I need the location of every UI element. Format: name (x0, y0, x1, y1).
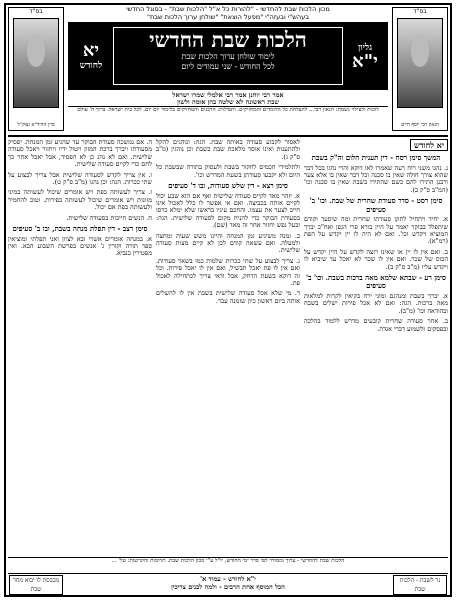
section-title: סימן רע - שבתא שלמא מאה ברכות בשבת. וכו' ב' סעיפים (306, 272, 446, 291)
paragraph: ב. ואם אין לו יין או שאינו רוצה לקדש על היין יקדש על הכוס של שכר. ואם אין לו שכר לא יאכל עד שיביא לו ויקדש עליו (מ"ב ס"ק ב). (304, 247, 448, 271)
paragraph: ה. אם נמשכה סעודת הבוקר עד שהגיע זמן המנחה. יפסיק מסעודתו ויברך ברכת המזון ויטול ידיו ויחזור ויאכל סעודה שלישית. ואם לא נהג כן לא הפסיד, אבל יאכל אחר כך לחם כדי לקיים סעודה שלישית. (8, 139, 152, 169)
title-band (68, 22, 388, 90)
left-portrait-caption: מרן החיד"א זצוק"ל (17, 122, 55, 128)
issue-day-label: לחודש (79, 60, 103, 71)
column-right (304, 139, 448, 559)
title-center (113, 27, 343, 85)
paragraph: א. יזהר מאד לקיים סעודה שלישית ואף אם הוא שבע יכול לקיים אותה בכביצה. ואם אי אפשר לו כלל לאכול אינו חייב לצער את עצמו. והחכם עיניו בראשו שלא ימלא כרסו בסעודת הבוקר כדי להניח מקום לסעודה שלישית. הגה: ובעל נפש יחזור אחר זה מאד (שם). (156, 191, 300, 230)
footer (8, 573, 448, 596)
header-top-line-1: מכון הלכות שבת להחדשי - "להורות כל א"ל "הלכות שבת" - בסוגל החדשי (126, 5, 330, 13)
day-box-label: יא לחודש (410, 139, 448, 151)
left-side-panel (8, 7, 64, 131)
header-top-line-2: בעהש"י ובעזה"י "מפעל הוצאת" "שולחן ערוך הלכות שבת" (147, 13, 309, 21)
footer-page-label: י"א לחודש - עמוד א' (200, 575, 256, 583)
title-subtitle-1: לימוד שולחן ערוך הלכות שבת (181, 52, 275, 61)
content-columns (8, 135, 448, 559)
footer-notes: הלכות שבת להחדשי - ערוך ומסודר לפי סדר ימי החודש, יו"ל ע"י מכון הלכות שבת. תרומות והקדשות: טל' ... (8, 557, 448, 574)
header-quote-1: אמר רבי יוחנן אמר רבי אלמלי שמרו ישראל (172, 91, 284, 99)
dedication-text: לזכות ולעילוי נשמת: הגאון רבי... להצלחת כל הלומדים והמחזיקים. ותפילות: הרבנים והמחזיקים בלימוד יום יום. לכל בית ישראל. ברוך ה' עולם (68, 106, 388, 133)
footer-left-logo: מכבסת לו יבוא מחר שבת (9, 575, 63, 595)
column-middle (156, 139, 300, 559)
issue-number-box (345, 23, 385, 89)
paragraph: א. במנחה אומרים אשרי ובא לציון ואני תפלתי ומוציאין ספר תורה וקורין ג' אנשים בפרשת השבוע הבא. ואין מפטירין בנביא. (8, 234, 152, 258)
right-portrait-caption: הגאון רבי יוסף חיים (401, 122, 439, 128)
issue-label: גליון (357, 42, 373, 53)
paragraph: ז. צריך לעשותה בפת ויש אומרים שיכול לעשותה במיני מזונות ויש אומרים שיכול לעשותה בפירות. וטוב להחמיר ולעשותה בפת אם יכול. (8, 188, 152, 212)
footer-slogan: הכל המוסף אחת הרבים - ולמה לבנים צריכין (171, 583, 285, 591)
paragraph: ג. צריך לבצוע על שתי ככרות שלמות כמו בשאר סעודות. ואם אין לו פת יאכל תבשיל, ואם אין לו יאכל פירות. וכל זה דוקא בשעת הדחק, אבל ודאי צריך לכתחילה לאכול פת. (156, 256, 300, 287)
paragraph: ד. מי שלא אכל סעודה שלישית בשבת אין לו להשלים אותה ביום ראשון כיון שזמנה עבר. (156, 289, 300, 305)
footer-center (68, 575, 388, 595)
right-side-panel (392, 7, 448, 131)
paragraph: לאסור לקבוע סעודה באותה שבת. הגה: ונוהגים להקל ולהתענות ואינו אוסר מלאכת שבת בשבת וכן נוהגין (מ"ב ס"ק ג). (156, 139, 300, 161)
paragraph: ג. נהגו משני רוח רעה שאמרו לאו דוקא והרי נהגו בכל דבר שהוא צורך חולה שאין בו סכנה וכל דבר שאין בו אלא צער ורבנן התירו להם כשם שהתירו בשבת שאין בו סכנה וכו' (המ"ב ס"ק ב). (304, 163, 448, 194)
section-title: סימן רסט - סדר סעודת שחרית של שבת. וכו' ב' סעיפים (309, 196, 443, 214)
header-quote-2: שבת ראשונה לא שלטה בהן אומה ולשון (177, 98, 279, 106)
left-portrait (13, 18, 59, 108)
paragraph: ו. אין צריך לקדש לסעודה שלישית אבל צריך לבצוע על שתי ככרות. הגה: וכן נהגו (מ"ב ס"ק ט). (8, 170, 152, 187)
page-title: הלכות שבת החדשי (149, 27, 307, 52)
paragraph: ולתלמידי חכמים לחקור בשבת ולעסוק בתורה שבשבת כל היום ולא יקבעו סעודתן בשעת המדרש וכו'. (156, 163, 300, 179)
issue-day: יא (82, 39, 100, 61)
paragraph: א. יברך בשבת ומנהגם ומוני ירח בקיאין לקרות למלאות מאה ברכות. הגה: ואם לא אכל פירות ישלים בשבח ובהודאה וכו' (מ"ב). (304, 291, 448, 315)
issue-number: י"א (352, 50, 378, 72)
paragraph: ב. זמנה משיגיע זמן המנחה והיינו משש שעות ומחצה ולמעלה. ואם עשאה קודם לכן לא קיים מצות סעודה שלישית. (156, 231, 300, 255)
header-top-lines (66, 5, 390, 21)
right-portrait (397, 18, 443, 108)
left-side-caption: בס"ד (29, 8, 43, 15)
header (6, 5, 450, 133)
paragraph: ח. הנשים חייבות בסעודה שלישית. (66, 213, 152, 222)
column-left (8, 139, 152, 559)
newsletter-page (4, 3, 452, 597)
section-title: סימן רצב - דין תפלת מנחה בשבת, ובו ב' סעיפים (12, 224, 148, 234)
paragraph: ב. אחר סעודה שחרית קובעים מדרש ללמוד בהלכה ובפסקים ולשמוע דברי אגדה. (304, 317, 448, 333)
issue-day-box (71, 23, 111, 89)
title-subtitle-2: לכל החודש - שני עמודים ליום (181, 62, 275, 71)
paragraph: א. יחיד ויתחיל לתקן סעודתו שחרית ומה שיסעד וקודם שיתפלל בבוקר יאמר על היין בורא פרי הגפן ואח"כ יברך המוציא ויקדש וכו'. ואם לא היה לו יין יקדש על הפת (רמ"א). (304, 215, 448, 246)
section-title: סימן רצא - דין שלש סעודות, ובו ד' סעיפים (168, 181, 288, 191)
section-title: המשך סימן רסח - דין תענית חלום וה"ק בשבת (311, 153, 441, 162)
footer-right-logo: נר לשבת - הלכות שבת (393, 575, 447, 595)
right-side-caption: בס"ד (413, 8, 427, 15)
